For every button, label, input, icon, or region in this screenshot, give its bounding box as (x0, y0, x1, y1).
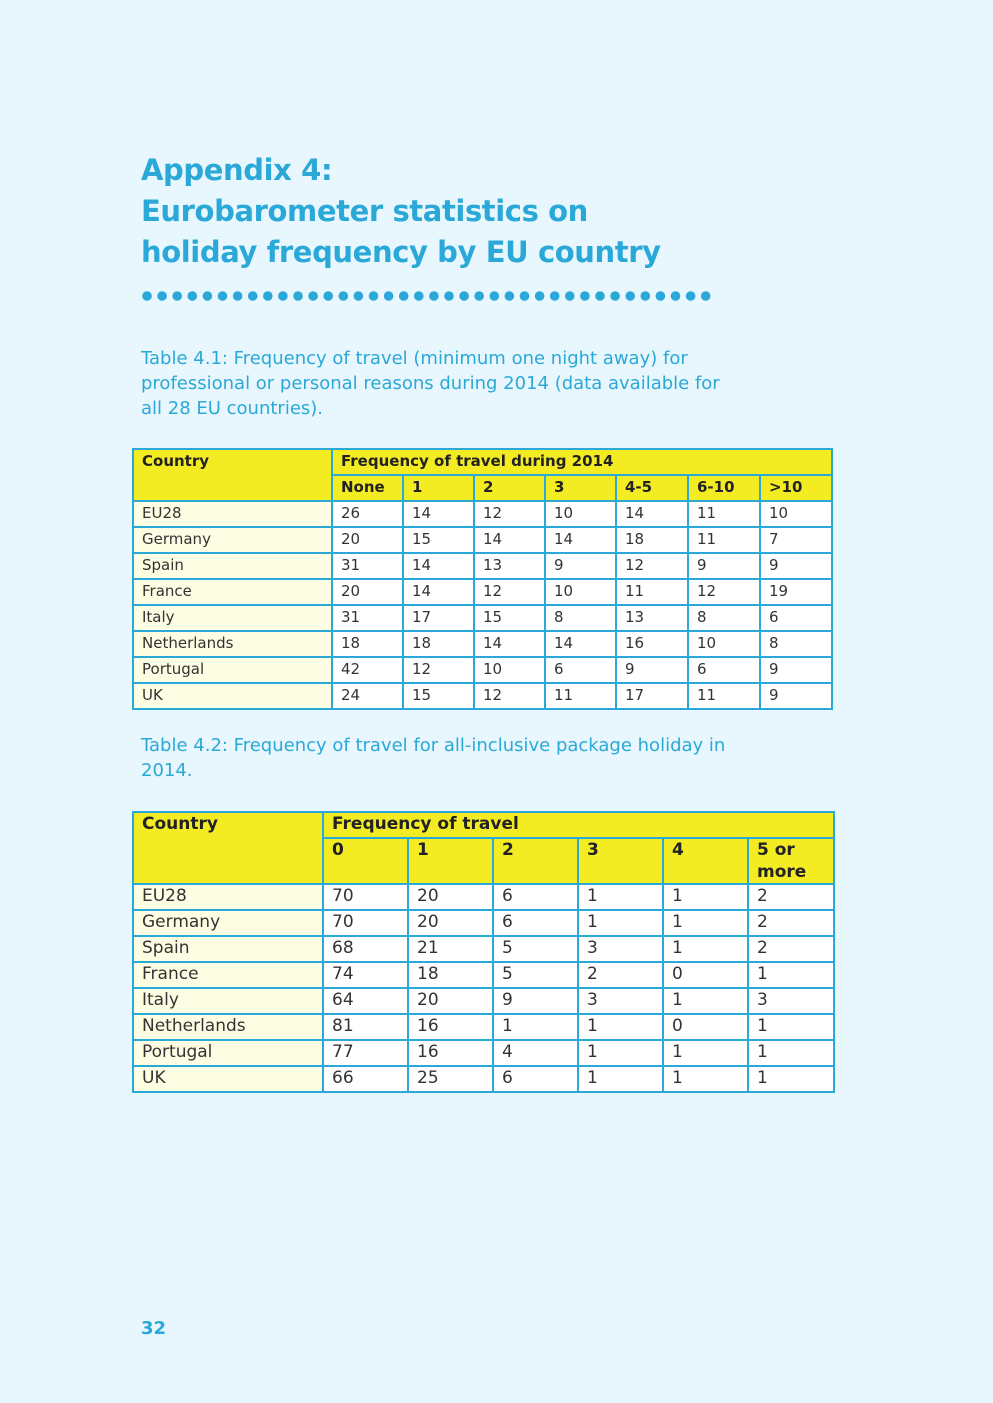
value-cell: 14 (403, 579, 474, 605)
divider-dot (444, 291, 454, 301)
divider-dot (293, 291, 303, 301)
value-cell: 26 (332, 501, 403, 527)
value-cell: 9 (760, 657, 832, 683)
table-row (133, 579, 832, 605)
value-cell: 1 (578, 1040, 663, 1066)
table-row (133, 1040, 834, 1066)
divider-dot (157, 291, 167, 301)
value-cell: 21 (408, 936, 493, 962)
table1-country-header: Country (133, 449, 332, 501)
table2-column-header: 0 (323, 838, 408, 884)
value-cell: 15 (403, 683, 474, 709)
value-cell: 1 (663, 1066, 748, 1092)
value-cell: 2 (748, 884, 834, 910)
divider-dot (188, 291, 198, 301)
table-row (133, 501, 832, 527)
divider-dot (429, 291, 439, 301)
table-row (133, 683, 832, 709)
value-cell: 6 (493, 910, 578, 936)
value-cell: 42 (332, 657, 403, 683)
value-cell: 3 (578, 936, 663, 962)
divider-dot (248, 291, 258, 301)
value-cell: 12 (474, 501, 545, 527)
value-cell: 31 (332, 605, 403, 631)
divider-dot (535, 291, 545, 301)
table2-column-header: 2 (493, 838, 578, 884)
dotted-divider (142, 290, 722, 302)
divider-dot (701, 291, 711, 301)
divider-dot (595, 291, 605, 301)
value-cell: 15 (474, 605, 545, 631)
page-title (141, 150, 761, 273)
value-cell: 10 (688, 631, 760, 657)
divider-dot (610, 291, 620, 301)
value-cell: 12 (688, 579, 760, 605)
value-cell: 6 (688, 657, 760, 683)
value-cell: 14 (545, 631, 616, 657)
table-row (133, 605, 832, 631)
value-cell: 20 (408, 988, 493, 1014)
value-cell: 77 (323, 1040, 408, 1066)
value-cell: 2 (578, 962, 663, 988)
value-cell: 6 (493, 884, 578, 910)
table-row (133, 657, 832, 683)
title-line-2: Eurobarometer statistics on (141, 194, 588, 228)
value-cell: 2 (748, 910, 834, 936)
divider-dot (520, 291, 530, 301)
value-cell: 18 (616, 527, 688, 553)
page-number: 32 (141, 1318, 167, 1339)
table-row (133, 884, 834, 910)
value-cell: 1 (578, 910, 663, 936)
country-cell: EU28 (133, 501, 332, 527)
value-cell: 11 (616, 579, 688, 605)
divider-dot (641, 291, 651, 301)
value-cell: 6 (545, 657, 616, 683)
value-cell: 1 (748, 962, 834, 988)
value-cell: 1 (748, 1014, 834, 1040)
value-cell: 24 (332, 683, 403, 709)
divider-dot (308, 291, 318, 301)
value-cell: 81 (323, 1014, 408, 1040)
country-cell: France (133, 962, 323, 988)
value-cell: 2 (748, 936, 834, 962)
table2-header-row (133, 812, 834, 838)
value-cell: 74 (323, 962, 408, 988)
value-cell: 9 (493, 988, 578, 1014)
value-cell: 3 (748, 988, 834, 1014)
value-cell: 16 (408, 1040, 493, 1066)
value-cell: 14 (474, 631, 545, 657)
divider-dot (339, 291, 349, 301)
table2-column-header: 3 (578, 838, 663, 884)
table1-column-header: 2 (474, 475, 545, 501)
value-cell: 8 (688, 605, 760, 631)
value-cell: 10 (474, 657, 545, 683)
value-cell: 13 (616, 605, 688, 631)
value-cell: 68 (323, 936, 408, 962)
divider-dot (474, 291, 484, 301)
travel-frequency-table (132, 448, 833, 710)
table2-caption: Table 4.2: Frequency of travel for all-inclusive package holiday in 2014. (141, 735, 726, 781)
value-cell: 14 (403, 553, 474, 579)
divider-dot (656, 291, 666, 301)
value-cell: 1 (663, 910, 748, 936)
value-cell: 14 (403, 501, 474, 527)
value-cell: 20 (332, 527, 403, 553)
value-cell: 1 (663, 884, 748, 910)
table1-body (133, 501, 832, 709)
value-cell: 10 (545, 501, 616, 527)
value-cell: 18 (332, 631, 403, 657)
package-holiday-table (132, 811, 835, 1093)
table1-column-header: 1 (403, 475, 474, 501)
value-cell: 18 (408, 962, 493, 988)
value-cell: 1 (663, 936, 748, 962)
divider-dot (263, 291, 273, 301)
value-cell: 13 (474, 553, 545, 579)
value-cell: 9 (760, 683, 832, 709)
value-cell: 16 (616, 631, 688, 657)
table1-column-header: None (332, 475, 403, 501)
divider-dot (233, 291, 243, 301)
divider-dot (490, 291, 500, 301)
table2-column-header: 5 or more (748, 838, 834, 884)
table-row (133, 631, 832, 657)
value-cell: 16 (408, 1014, 493, 1040)
value-cell: 1 (578, 1066, 663, 1092)
value-cell: 9 (760, 553, 832, 579)
divider-dot (354, 291, 364, 301)
value-cell: 70 (323, 910, 408, 936)
country-cell: Italy (133, 605, 332, 631)
divider-dot (384, 291, 394, 301)
value-cell: 17 (403, 605, 474, 631)
value-cell: 8 (545, 605, 616, 631)
value-cell: 5 (493, 962, 578, 988)
table-row (133, 962, 834, 988)
value-cell: 11 (688, 527, 760, 553)
value-cell: 12 (616, 553, 688, 579)
country-cell: UK (133, 683, 332, 709)
value-cell: 9 (545, 553, 616, 579)
value-cell: 20 (408, 884, 493, 910)
country-cell: Portugal (133, 1040, 323, 1066)
value-cell: 8 (760, 631, 832, 657)
divider-dot (459, 291, 469, 301)
value-cell: 31 (332, 553, 403, 579)
value-cell: 6 (760, 605, 832, 631)
divider-dot (565, 291, 575, 301)
country-cell: Spain (133, 553, 332, 579)
divider-dot (142, 291, 152, 301)
divider-dot (369, 291, 379, 301)
country-cell: Italy (133, 988, 323, 1014)
value-cell: 0 (663, 1014, 748, 1040)
value-cell: 1 (663, 988, 748, 1014)
table-row (133, 527, 832, 553)
divider-dot (323, 291, 333, 301)
divider-dot (625, 291, 635, 301)
divider-dot (278, 291, 288, 301)
table2-country-header: Country (133, 812, 323, 884)
value-cell: 19 (760, 579, 832, 605)
country-cell: Spain (133, 936, 323, 962)
table1-column-header: >10 (760, 475, 832, 501)
divider-dot (550, 291, 560, 301)
value-cell: 1 (748, 1066, 834, 1092)
value-cell: 25 (408, 1066, 493, 1092)
title-line-3: holiday frequency by EU country (141, 235, 661, 269)
table1-column-header: 3 (545, 475, 616, 501)
divider-dot (671, 291, 681, 301)
divider-dot (218, 291, 228, 301)
value-cell: 7 (760, 527, 832, 553)
value-cell: 70 (323, 884, 408, 910)
divider-dot (172, 291, 182, 301)
value-cell: 14 (474, 527, 545, 553)
table1-column-header: 4-5 (616, 475, 688, 501)
value-cell: 12 (474, 683, 545, 709)
table1-caption: Table 4.1: Frequency of travel (minimum one night away) for professional or personal reasons during 2014 (data available for all 28 EU countries). (141, 348, 720, 419)
value-cell: 11 (688, 683, 760, 709)
divider-dot (203, 291, 213, 301)
value-cell: 0 (663, 962, 748, 988)
title-line-1: Appendix 4: (141, 153, 333, 187)
table2-column-header: 4 (663, 838, 748, 884)
value-cell: 14 (616, 501, 688, 527)
value-cell: 6 (493, 1066, 578, 1092)
value-cell: 20 (332, 579, 403, 605)
divider-dot (399, 291, 409, 301)
divider-dot (580, 291, 590, 301)
country-cell: EU28 (133, 884, 323, 910)
value-cell: 15 (403, 527, 474, 553)
value-cell: 1 (663, 1040, 748, 1066)
value-cell: 17 (616, 683, 688, 709)
table-row (133, 988, 834, 1014)
table2-body (133, 884, 834, 1092)
table1-group-header: Frequency of travel during 2014 (332, 449, 832, 475)
value-cell: 11 (688, 501, 760, 527)
divider-dot (505, 291, 515, 301)
value-cell: 10 (545, 579, 616, 605)
table2-group-header: Frequency of travel (323, 812, 834, 838)
value-cell: 1 (748, 1040, 834, 1066)
country-cell: Netherlands (133, 1014, 323, 1040)
value-cell: 18 (403, 631, 474, 657)
country-cell: Portugal (133, 657, 332, 683)
value-cell: 11 (545, 683, 616, 709)
value-cell: 12 (474, 579, 545, 605)
table1-header-row (133, 449, 832, 475)
value-cell: 12 (403, 657, 474, 683)
value-cell: 3 (578, 988, 663, 1014)
table-row (133, 936, 834, 962)
value-cell: 10 (760, 501, 832, 527)
country-cell: Netherlands (133, 631, 332, 657)
value-cell: 1 (578, 1014, 663, 1040)
table1-column-header: 6-10 (688, 475, 760, 501)
table-row (133, 1014, 834, 1040)
table-row (133, 553, 832, 579)
country-cell: Germany (133, 910, 323, 936)
value-cell: 20 (408, 910, 493, 936)
value-cell: 5 (493, 936, 578, 962)
value-cell: 1 (493, 1014, 578, 1040)
value-cell: 64 (323, 988, 408, 1014)
value-cell: 9 (688, 553, 760, 579)
value-cell: 1 (578, 884, 663, 910)
value-cell: 4 (493, 1040, 578, 1066)
value-cell: 9 (616, 657, 688, 683)
table2-column-header: 1 (408, 838, 493, 884)
value-cell: 14 (545, 527, 616, 553)
table-row (133, 910, 834, 936)
country-cell: UK (133, 1066, 323, 1092)
divider-dot (686, 291, 696, 301)
country-cell: Germany (133, 527, 332, 553)
country-cell: France (133, 579, 332, 605)
value-cell: 66 (323, 1066, 408, 1092)
table-row (133, 1066, 834, 1092)
divider-dot (414, 291, 424, 301)
